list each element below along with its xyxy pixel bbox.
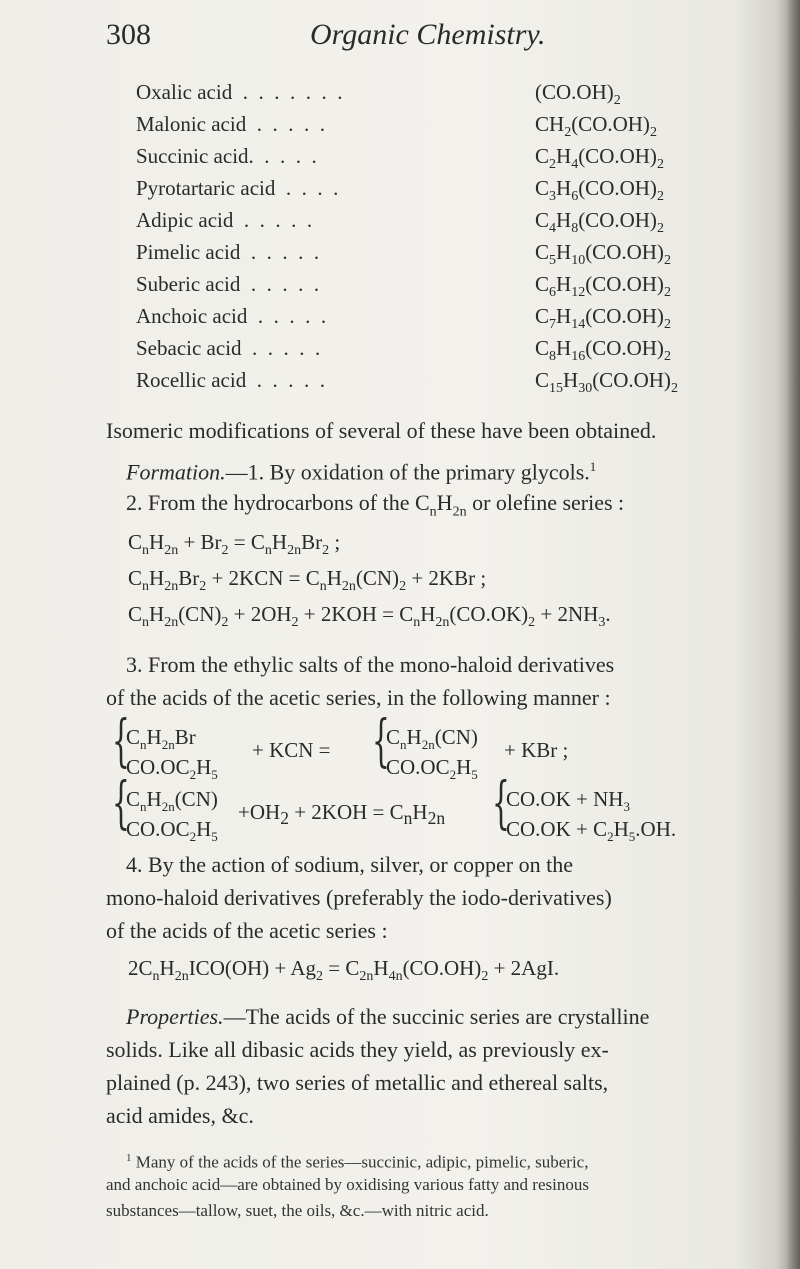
footnote-line-1 xyxy=(126,1146,798,1175)
footnote-line-2: and anchoic acid—are obtained by oxidising various fatty and resinous xyxy=(106,1175,589,1194)
acid-formula: $C_6H_{12}(CO.OH)_2$ xyxy=(535,272,671,301)
footnote-line-3: substances—tallow, suet, the oils, &c.—with nitric acid. xyxy=(106,1201,489,1220)
acid-row xyxy=(136,176,772,208)
item-2-text: 2. From the hydrocarbons of the $C_nH_{2n}$ or olefine series : xyxy=(126,490,625,520)
acid-formula: $C_8H_{16}(CO.OH)_2$ xyxy=(535,336,671,365)
acid-name: Pyrotartaric acid . . . . xyxy=(136,176,339,200)
properties-line-1 xyxy=(126,1000,796,1033)
acid-name: Sebacic acid . . . . . xyxy=(136,336,321,360)
equation-1: $C_nH_{2n} + Br_2 = C_nH_{2n}Br_2$ ; xyxy=(128,530,341,559)
acid-row xyxy=(136,336,772,368)
isomeric-sentence: Isomeric modifications of several of these have been obtained. xyxy=(106,418,657,443)
properties-line-2: solids. Like all dibasic acids they yield, as previously ex- xyxy=(106,1037,609,1062)
acid-formula: $CH_2(CO.OH)_2$ xyxy=(535,112,657,141)
acid-table xyxy=(136,80,772,400)
left-brace: { xyxy=(112,709,130,774)
footnote-text-1: Many of the acids of the series—succinic, adipic, pimelic, suberic, xyxy=(135,1152,589,1172)
acid-name: Pimelic acid . . . . . xyxy=(136,240,320,264)
eq4-right-stack: $C_nH_{2n}(CN)$ $CO.OC_2H_5$ xyxy=(386,725,478,783)
formation-text: —1. By oxidation of the primary glycols. xyxy=(225,459,590,485)
eq5-left-stack: $C_nH_{2n}(CN)$ $CO.OC_2H_5$ xyxy=(126,787,218,845)
formation-label: Formation. xyxy=(126,459,226,485)
acid-row xyxy=(136,272,772,304)
item-3-line-1: 3. From the ethylic salts of the mono-haloid derivatives xyxy=(126,652,615,677)
item-4-line-1: 4. By the action of sodium, silver, or copper on the xyxy=(126,852,573,877)
equation-2: $C_nH_{2n}Br_2 + 2KCN = C_nH_{2n}(CN)_2 + 2KBr$ ; xyxy=(128,566,487,595)
acid-row xyxy=(136,304,772,336)
footnote-marker: 1 xyxy=(589,459,597,474)
acid-formula: $C_7H_{14}(CO.OH)_2$ xyxy=(535,304,671,333)
acid-formula: $(CO.OH)_2$ xyxy=(535,80,621,109)
acid-formula: $C_{15}H_{30}(CO.OH)_2$ xyxy=(535,368,678,397)
equation-6: $2C_nH_{2n}ICO(OH) + Ag_2 = C_{2n}H_{4n}(CO.OH)_2 + 2AgI$. xyxy=(128,956,560,985)
acid-row xyxy=(136,144,772,176)
item-2 xyxy=(126,486,796,528)
equation-4 xyxy=(112,709,762,783)
eq4-mid: + KCN = xyxy=(252,738,331,762)
right-brace: { xyxy=(372,709,390,774)
equation-5 xyxy=(112,771,780,845)
eq5-right-stack: $CO.OK + NH_3$ $CO.OK + C_2H_5.OH$. xyxy=(506,787,677,845)
page-edge-shadow xyxy=(786,0,800,1269)
acid-row xyxy=(136,80,772,112)
acid-formula: $C_2H_4(CO.OH)_2$ xyxy=(535,144,664,173)
acid-name: Oxalic acid . . . . . . . xyxy=(136,80,343,104)
acid-name: Succinic acid. . . . . xyxy=(136,144,317,168)
acid-name: Malonic acid . . . . . xyxy=(136,112,325,136)
acid-row xyxy=(136,368,772,400)
acid-formula: $C_5H_{10}(CO.OH)_2$ xyxy=(535,240,671,269)
properties-line-3: plained (p. 243), two series of metallic and ethereal salts, xyxy=(106,1070,609,1095)
footnote-number: 1 xyxy=(126,1152,132,1164)
formation-paragraph xyxy=(126,450,796,488)
acid-formula: $C_4H_8(CO.OH)_2$ xyxy=(535,208,664,237)
eq4-end: + KBr ; xyxy=(504,738,569,762)
acid-row xyxy=(136,240,772,272)
left-brace: { xyxy=(112,771,130,836)
eq4-left-stack: $C_nH_{2n}Br$ $CO.OC_2H_5$ xyxy=(126,725,218,783)
properties-text: —The acids of the succinic series are crystalline xyxy=(223,1004,650,1029)
properties-line-4: acid amides, &c. xyxy=(106,1103,254,1128)
running-title: Organic Chemistry. xyxy=(310,18,546,51)
page-number: 308 xyxy=(106,18,151,51)
acid-name: Anchoic acid . . . . . xyxy=(136,304,327,328)
acid-row xyxy=(136,208,772,240)
acid-name: Suberic acid . . . . . xyxy=(136,272,320,296)
properties-label: Properties. xyxy=(126,1004,224,1029)
item-4-line-3: of the acids of the acetic series : xyxy=(106,918,388,943)
acid-name: Adipic acid . . . . . xyxy=(136,208,313,232)
equation-3: $C_nH_{2n}(CN)_2 + 2OH_2 + 2KOH = C_nH_{2n}(CO.OK)_2 + 2NH_3$. xyxy=(128,602,611,631)
acid-row xyxy=(136,112,772,144)
item-3-line-2: of the acids of the acetic series, in the following manner : xyxy=(106,685,611,710)
item-4-line-2: mono-haloid derivatives (preferably the iodo-derivatives) xyxy=(106,885,612,910)
acid-name: Rocellic acid . . . . . xyxy=(136,368,325,392)
page-header xyxy=(106,18,746,58)
right-brace: { xyxy=(492,771,510,836)
acid-formula: $C_3H_6(CO.OH)_2$ xyxy=(535,176,664,205)
eq5-mid: $+OH_2 + 2KOH = C_nH_{2n}$ xyxy=(238,800,446,829)
